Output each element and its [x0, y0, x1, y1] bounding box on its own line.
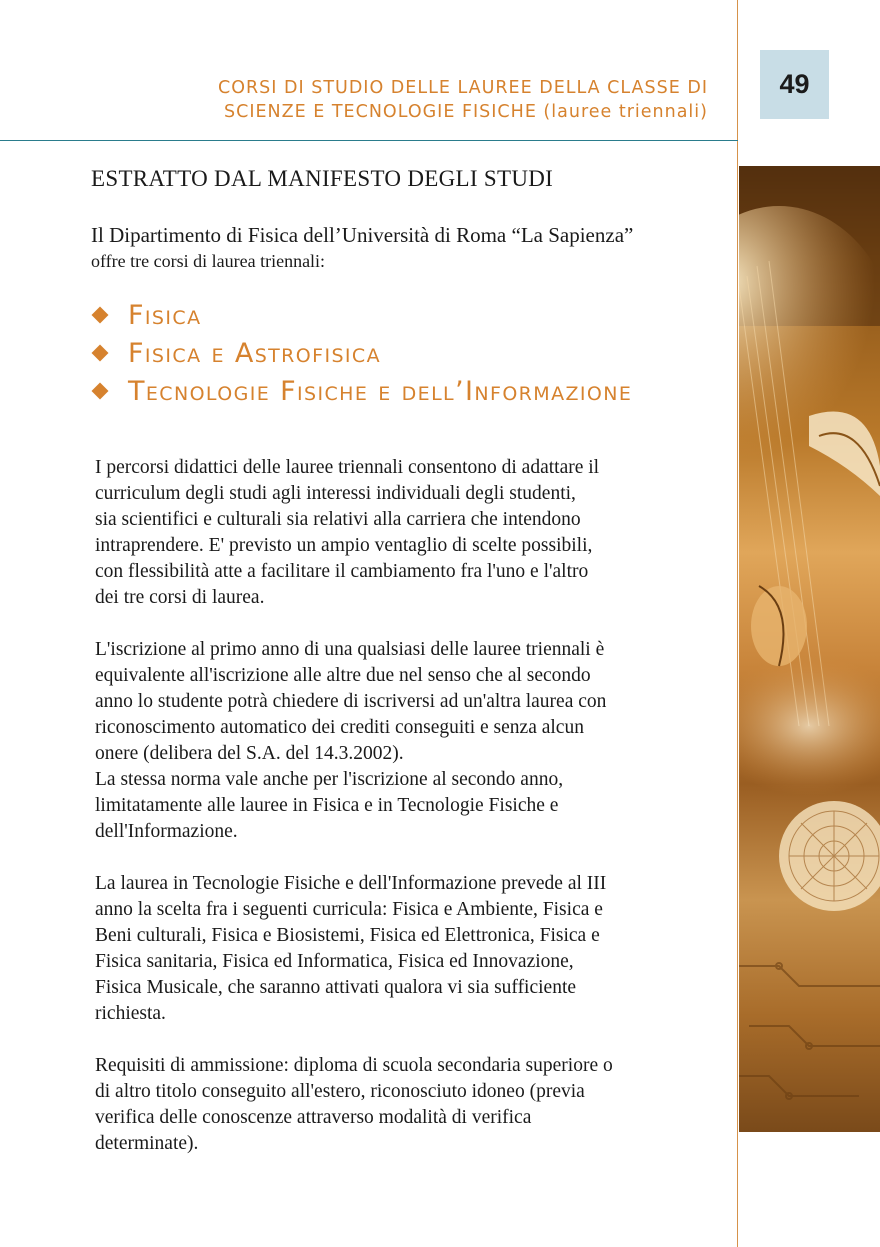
page-number: 49 [779, 69, 810, 99]
course-item [90, 334, 632, 372]
vertical-divider [737, 0, 738, 1247]
course-item [90, 296, 632, 334]
running-header [218, 76, 708, 124]
intro-text [91, 222, 731, 274]
course-list [90, 296, 632, 410]
running-header-line-1: CORSI DI STUDIO DELLE LAUREE DELLA CLASSE DI [218, 78, 708, 98]
course-name: Fisica [128, 299, 202, 331]
running-header-line-2: SCIENZE E TECNOLOGIE FISICHE (lauree triennali) [224, 102, 708, 122]
side-photo [739, 166, 880, 1132]
diamond-bullet-icon [92, 307, 109, 324]
header-divider [0, 140, 738, 141]
satellite-dish-antennas-image [739, 166, 880, 1132]
course-name: Tecnologie Fisiche e dell’Informazione [128, 375, 633, 407]
diamond-bullet-icon [92, 345, 109, 362]
section-title: ESTRATTO DAL MANIFESTO DEGLI STUDI [91, 166, 554, 191]
intro-line-2: offre tre corsi di laurea triennali: [91, 251, 326, 271]
paragraph-enrollment: L'iscrizione al primo anno di una qualsiasi delle lauree triennali è equivalente all'iscrizione alle altre due nel senso che al secondo anno lo studente potrà chiedere di iscriversi ad un'altra laurea con riconoscimento automatico dei crediti conseguiti e senza alcun onere (delibera del S.A. del 14.3.2002). La stessa norma vale anche per l'iscrizione al secondo anno, limitatamente alle lauree in Fisica e in Tecnologie Fisiche e dell'Informazione. [95, 639, 607, 842]
course-item [90, 372, 632, 410]
paragraph-admission-requirements: Requisiti di ammissione: diploma di scuola secondaria superiore o di altro titolo conseguito all'estero, riconosciuto idoneo (previa verifica delle conoscenze attraverso modalità di verifica determinate). [95, 1055, 613, 1154]
page-number-box [760, 50, 829, 119]
paragraph-curricula-flexibility: I percorsi didattici delle lauree triennali consentono di adattare il curriculum degli studi agli interessi individuali degli studenti, sia scientifici e culturali sia relativi alla carriera che intendono intraprendere. E' previsto un ampio ventaglio di scelte possibili, con flessibilità atte a facilitare il cambiamento fra l'uno e l'altro dei tre corsi di laurea. [95, 457, 600, 608]
paragraph-curricula-list: La laurea in Tecnologie Fisiche e dell'Informazione prevede al III anno la scelta fra i seguenti curricula: Fisica e Ambiente, Fisica e Beni culturali, Fisica e Biosistemi, Fisica ed Elettronica, Fisica e Fisica sanitaria, Fisica ed Informatica, Fisica ed Innovazione, Fisica Musicale, che saranno attivati qualora vi sia sufficiente richiesta. [95, 873, 607, 1024]
diamond-bullet-icon [92, 383, 109, 400]
intro-line-1: Il Dipartimento di Fisica dell’Università di Roma “La Sapienza” [91, 223, 634, 247]
body-text [95, 455, 720, 1183]
course-name: Fisica e Astrofisica [128, 337, 381, 369]
